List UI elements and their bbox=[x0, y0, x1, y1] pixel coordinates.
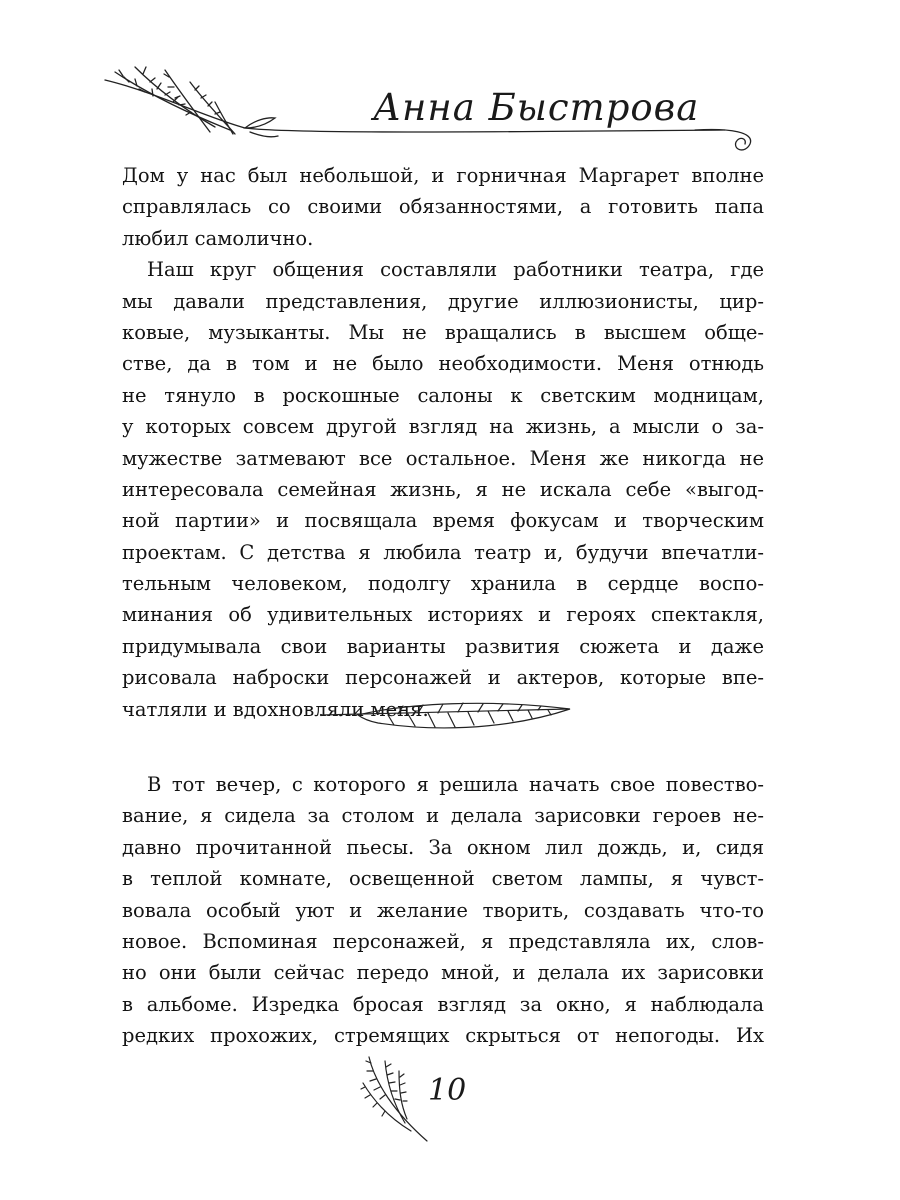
text-line: мы давали представления, другие иллюзионисты, цир- bbox=[122, 289, 764, 313]
text-line: в альбоме. Изредка бросая взгляд за окно, я наблюдала bbox=[122, 992, 764, 1016]
text-line: Наш круг общения составляли работники театра, где bbox=[147, 258, 764, 282]
text-line: ной партии» и посвящала время фокусам и творческим bbox=[122, 509, 764, 533]
text-line: минания об удивительных историях и героях спектакля, bbox=[122, 603, 764, 627]
text-line: вание, я сидела за столом и делала зарисовки героев не- bbox=[122, 804, 764, 828]
text-line: тельным человеком, подолгу хранила в сердце воспо- bbox=[122, 572, 764, 596]
text-line: проектам. С детства я любила театр и, будучи впечатли- bbox=[122, 540, 764, 564]
text-line: интересовала семейная жизнь, я не искала себе «выгод- bbox=[122, 477, 764, 501]
text-line: В тот вечер, с которого я решила начать свое повество- bbox=[147, 773, 764, 796]
body-text-block-1 bbox=[122, 160, 764, 725]
text-line: стве, да в том и не было необходимости. Меня отнюдь bbox=[122, 352, 764, 376]
feather-divider bbox=[318, 701, 578, 745]
footer-ornament bbox=[355, 1053, 435, 1152]
author-name: Анна Быстрова bbox=[373, 86, 700, 129]
feather-icon bbox=[318, 701, 578, 741]
text-line: не тянуло в роскошные салоны к светским модницам, bbox=[122, 383, 764, 407]
text-line: давно прочитанной пьесы. За окном лил дождь, и, сидя bbox=[122, 835, 764, 859]
text-line: в теплой комнате, освещенной светом лампы, я чувст- bbox=[122, 867, 764, 891]
text-line: любил самолично. bbox=[122, 226, 314, 250]
text-line: вовала особый уют и желание творить, создавать что-то bbox=[122, 898, 764, 922]
text-line: новое. Вспоминая персонажей, я представляла их, слов- bbox=[122, 929, 764, 953]
text-line: редких прохожих, стремящих скрыться от непогоды. Их bbox=[122, 1024, 764, 1048]
body-text-block-2 bbox=[122, 769, 764, 1052]
text-line: чатляли и вдохновляли меня. bbox=[122, 697, 429, 721]
text-line: рисовала наброски персонажей и актеров, которые впе- bbox=[122, 666, 764, 690]
text-line: мужестве затмевают все остальное. Меня же никогда не bbox=[122, 446, 764, 470]
text-line: справлялась со своими обязанностями, а готовить папа bbox=[122, 195, 764, 219]
text-line: у которых совсем другой взгляд на жизнь, а мысли о за- bbox=[122, 415, 764, 439]
text-line: Дом у нас был небольшой, и горничная Маргарет вполне bbox=[122, 164, 764, 187]
text-line: придумывала свои варианты развития сюжета и даже bbox=[122, 634, 764, 658]
sprig-icon bbox=[355, 1053, 435, 1148]
page-number: 10 bbox=[428, 1073, 467, 1108]
text-line: но они были сейчас передо мной, и делала их зарисовки bbox=[122, 961, 764, 985]
page-header bbox=[95, 62, 770, 162]
text-line: ковые, музыканты. Мы не вращались в высшем обще- bbox=[122, 320, 764, 344]
